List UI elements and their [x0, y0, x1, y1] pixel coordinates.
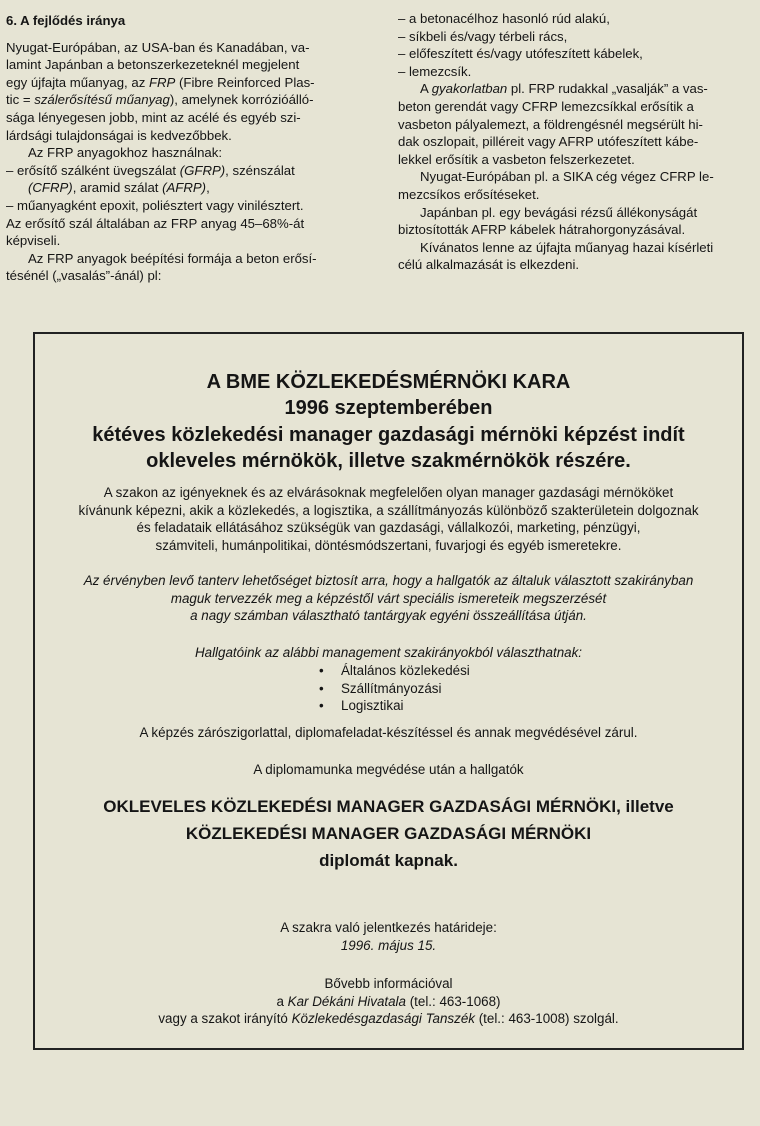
- paragraph: Nyugat-Európában pl. a SIKA cég végez CFRP le- mezcsíkos erősítéseket.: [398, 169, 714, 202]
- dash-item: – a betonacélhoz hasonló rúd alakú,: [398, 11, 610, 26]
- closing-exam-text: A képzés zárószigorlattal, diplomafeladat-készítéssel és annak megvédésével zárul.: [139, 725, 638, 740]
- list-item: • Szállítmányozási: [317, 680, 470, 698]
- dash-item: – erősítő szálként üvegszálat (GFRP), szénszálat: [6, 162, 295, 178]
- paragraph: Az FRP anyagok beépítési formája a beton erősí- tésénél („vasalás”-ánál) pl:: [6, 250, 317, 284]
- tracks-list: [317, 662, 470, 715]
- intro-text: A szakon az igényeknek és az elvárásoknak megfelelően olyan manager gazdasági mérnököket kívánunk képezni, akik a közlekedés, a logisztika, a szállítmányozás különböző szakterületein dolgoznak és feladataik ellátásához szükségük van gazdasági, vállalkozói, marketing, pénzügyi, számviteli, humánpolitikai, döntésmódszertani, fuvarjogi és egyéb ismeretekre.: [78, 485, 699, 553]
- dash-item: – előfeszített és/vagy utófeszített kábelek,: [398, 46, 643, 62]
- diploma-receive: diplomát kapnak.: [319, 851, 458, 870]
- diploma-title-1: OKLEVELES KÖZLEKEDÉSI MANAGER GAZDASÁGI MÉRNÖKI, illetve: [103, 797, 674, 816]
- curriculum-text: Az érvényben levő tanterv lehetőséget biztosít arra, hogy a hallgatók az általuk választott szakirányban maguk tervezzék meg a képzéstől várt speciális ismereteik megszerzését a nagy számban választható tantárgyak egyéni összeállítása útján.: [83, 573, 694, 623]
- dash-item: – lemezcsík.: [398, 63, 472, 79]
- deadline-date: 1996. május 15.: [340, 938, 437, 953]
- dash-item-continued: (CFRP), aramid szálat (AFRP),: [28, 180, 210, 196]
- announcement-box: [33, 332, 744, 1050]
- section-heading: 6. A fejlődés iránya: [6, 13, 126, 28]
- paragraph: Az FRP anyagokhoz használnak:: [28, 145, 223, 161]
- audience-heading: okleveles mérnökök, illetve szakmérnökök részére.: [146, 450, 631, 472]
- paragraph: Japánban pl. egy bevágási rézsű állékonyságát biztosították AFRP kábelek hátrahorgonyzásával.: [398, 204, 698, 238]
- list-item: • Logisztikai: [317, 697, 470, 715]
- start-date-heading: 1996 szeptemberében: [284, 397, 493, 419]
- contact-info: Bővebb információval a Kar Dékáni Hivatala (tel.: 463-1068) vagy a szakot irányító Közlekedésgazdasági Tanszék (tel.: 463-1008) szolgál.: [158, 976, 619, 1026]
- dash-item: – műanyagként epoxit, poliésztert vagy vinilésztert.: [6, 197, 304, 213]
- left-column: [6, 12, 361, 285]
- paragraph: A gyakorlatban pl. FRP rudakkal „vasalják” a vas- beton gerendát vagy CFRP lemezcsíkkal erősítik a vasbeton pályalemezt, a földrengésnél megsérült hi- dak oszlopait, pilléreit vagy AFRP utófeszített kábe- lekkel erősítik a vasbeton felszerkezetet.: [398, 81, 708, 167]
- diploma-title-2: KÖZLEKEDÉSI MANAGER GAZDASÁGI MÉRNÖKI: [185, 824, 592, 843]
- dash-item: – síkbeli és/vagy térbeli rács,: [398, 28, 568, 44]
- faculty-heading: A BME KÖZLEKEDÉSMÉRNÖKI KARA: [206, 371, 571, 393]
- after-defense-text: A diplomamunka megvédése után a hallgatók: [253, 762, 524, 777]
- paragraph: Az erősítő szál általában az FRP anyag 45–68%-át képviseli.: [6, 215, 305, 249]
- deadline-label: A szakra való jelentkezés határideje:: [280, 920, 497, 935]
- program-heading: kétéves közlekedési manager gazdasági mérnöki képzést indít: [92, 424, 685, 446]
- tracks-intro: Hallgatóink az alábbi management szakirányokból választhatnak:: [194, 645, 583, 660]
- paragraph: Kívánatos lenne az újfajta műanyag hazai kísérleti célú alkalmazását is elkezdeni.: [398, 239, 714, 273]
- paragraph: Nyugat-Európában, az USA-ban és Kanadában, va- lamint Japánban a betonszerkezeteknél megjelent egy újfajta műanyag, az FRP (Fibre Reinforced Plas- tic = szálerősítésű műanyag), amelynek korrózióálló- sága lényegesen jobb, mint az acélé és egyéb szi- lárdsági tulajdonságai is kedvezőbbek.: [6, 39, 315, 143]
- right-column: [398, 10, 754, 274]
- list-item: • Általános közlekedési: [317, 662, 470, 680]
